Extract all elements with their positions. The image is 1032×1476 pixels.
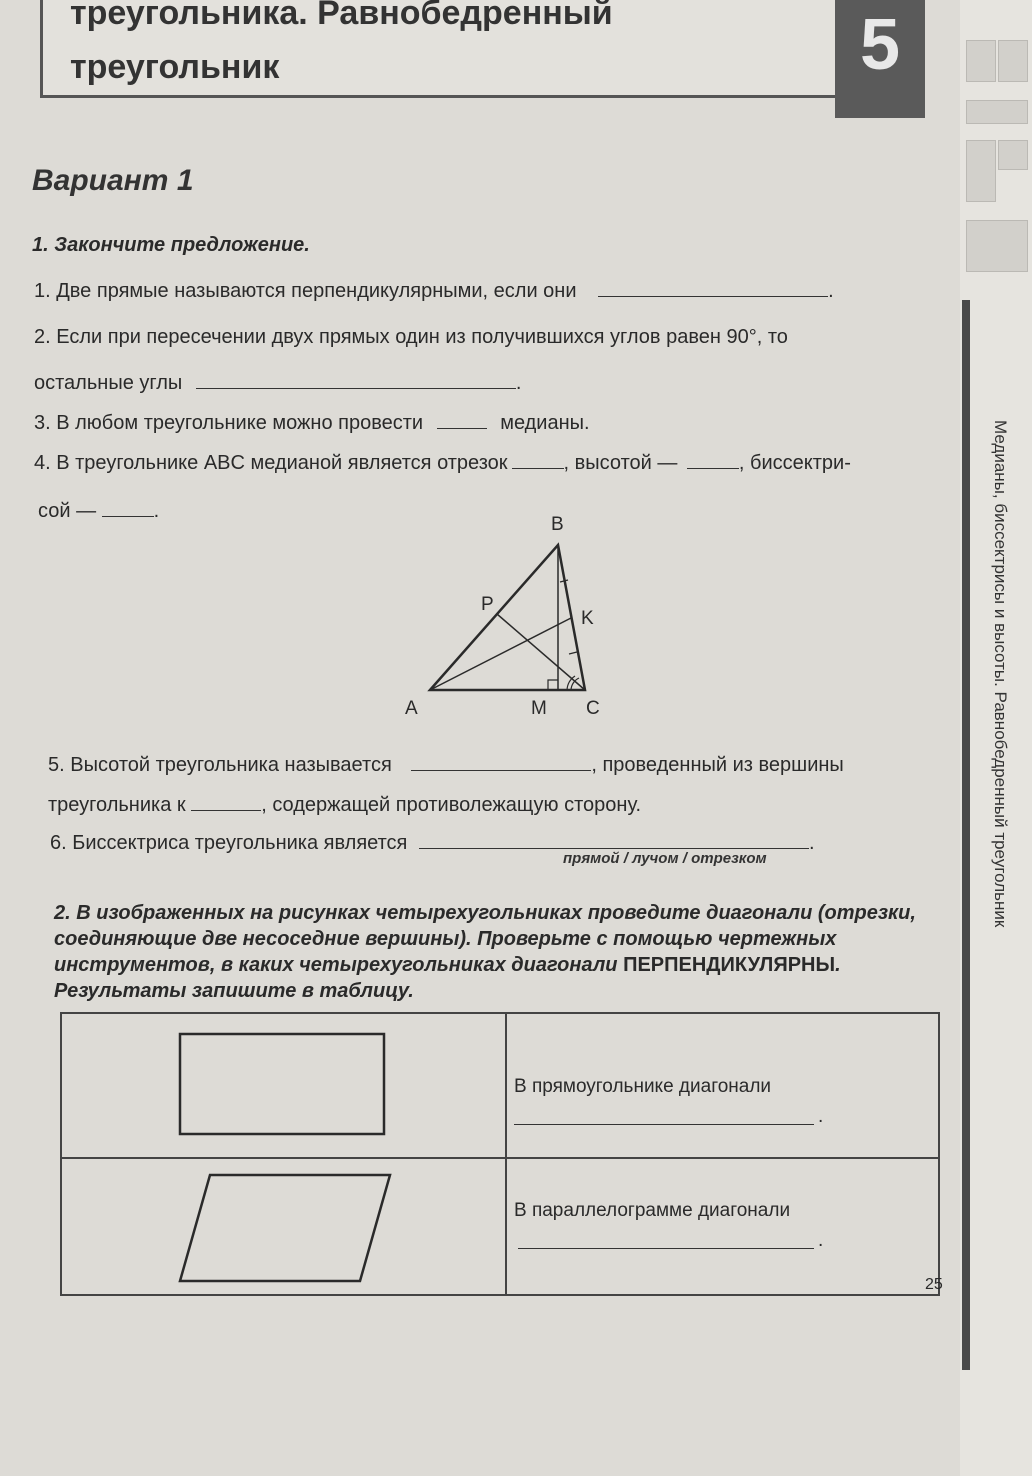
item-1 — [34, 278, 834, 303]
item-1-blank[interactable] — [598, 278, 828, 297]
item-6-text: 6. Биссектриса треугольника является — [50, 832, 408, 854]
item-5-line1 — [48, 752, 844, 777]
item-3 — [34, 410, 590, 435]
chapter-title-line1: треугольника. Равнобедренный — [70, 0, 613, 32]
page-number: 25 — [925, 1276, 943, 1293]
item-4-line1 — [34, 450, 851, 475]
triangle-abc-figure — [405, 510, 625, 719]
parallelogram-shape — [180, 1175, 390, 1281]
task2-text — [54, 900, 954, 1004]
tick-mark-kc — [569, 652, 577, 654]
table-row1-dot: . — [818, 1106, 824, 1127]
item-1-dot: . — [828, 280, 834, 302]
item-5-line2 — [48, 792, 641, 817]
results-table — [60, 1012, 940, 1296]
item-6-dot: . — [808, 832, 815, 854]
item-5-text: 5. Высотой треугольника называется — [48, 754, 392, 776]
label-p: P — [481, 594, 494, 615]
item-2-dot: . — [515, 372, 522, 394]
label-k: K — [581, 608, 594, 629]
item-2-line1: 2. Если при пересечении двух прямых один из получившихся углов равен 90°, то — [34, 326, 788, 348]
item-4-line2 — [38, 498, 159, 523]
median-ak — [430, 618, 571, 690]
label-a: A — [405, 698, 418, 719]
chapter-number-badge: 5 — [835, 0, 925, 118]
label-c: C — [586, 698, 600, 719]
task2-caps: ПЕРПЕНДИКУЛЯРНЫ — [623, 954, 836, 976]
item-4-dot: . — [153, 500, 160, 522]
item-4-height-blank[interactable] — [687, 450, 739, 469]
side-dark-bar — [962, 300, 970, 1370]
item-1-text: 1. Две прямые называются перпендикулярными, если они — [34, 280, 577, 302]
table-row1-text: В прямоугольнике диагонали — [514, 1076, 772, 1097]
item-4-bisector-blank[interactable] — [102, 498, 154, 517]
label-m: M — [531, 698, 547, 719]
label-b: B — [551, 514, 564, 535]
item-5-blank2[interactable] — [191, 792, 261, 811]
item-3-blank[interactable] — [437, 410, 487, 429]
item-2-line2 — [34, 370, 521, 395]
variant-heading: Вариант 1 — [32, 164, 194, 197]
item-4-bisector-text2: сой — — [38, 500, 97, 522]
item-6-choice-caption: прямой / лучом / отрезком — [563, 850, 767, 867]
triangle-abc — [430, 545, 585, 690]
table-row2-dot: . — [818, 1230, 824, 1251]
right-angle-mark — [548, 680, 558, 690]
parallelogram-figure — [62, 1159, 502, 1299]
task2-end: . Результаты запишите в таблицу. — [54, 954, 841, 1002]
item-4-text: 4. В треугольнике ABC медианой является отрезок — [34, 452, 508, 474]
table-row2-text: В параллелограмме диагонали — [514, 1200, 791, 1221]
item-3-text-end: медианы. — [500, 412, 590, 434]
task1-heading: 1. Закончите предложение. — [32, 234, 310, 256]
item-3-text: 3. В любом треугольнике можно провести — [34, 412, 424, 434]
chapter-title — [70, 0, 613, 94]
item-2-text: остальные углы — [34, 372, 183, 394]
chapter-title-line2: треугольник — [70, 48, 280, 86]
item-5-blank[interactable] — [411, 752, 591, 771]
item-2-blank[interactable] — [196, 370, 516, 389]
item-4-height-text: , высотой — — [563, 452, 678, 474]
table-column-divider — [505, 1014, 507, 1294]
item-5-text2: , проведенный из вершины — [591, 754, 844, 776]
item-5-text4: , содержащей противолежащую сторону. — [261, 794, 642, 816]
rectangle-figure — [62, 1014, 502, 1154]
item-4-median-blank[interactable] — [512, 450, 564, 469]
item-6-blank[interactable] — [419, 830, 809, 849]
table-row1-blank[interactable] — [514, 1106, 814, 1125]
item-5-text3: треугольника к — [48, 794, 186, 816]
task2-instructions: 2. В изображенных на рисунках четырехугольниках проведите диагонали (отрезки, соединяющие две несоседние вершины). Проверьте с помощью чертежных инструментов, в каких четырехугольниках диагонали — [54, 902, 916, 976]
table-row2-blank[interactable] — [518, 1230, 814, 1249]
rectangle-shape — [180, 1034, 384, 1134]
side-chapter-title: Медианы, биссектрисы и высоты. Равнобедренный треугольник — [991, 420, 1010, 928]
item-4-bisector-text: , биссектри- — [738, 452, 851, 474]
